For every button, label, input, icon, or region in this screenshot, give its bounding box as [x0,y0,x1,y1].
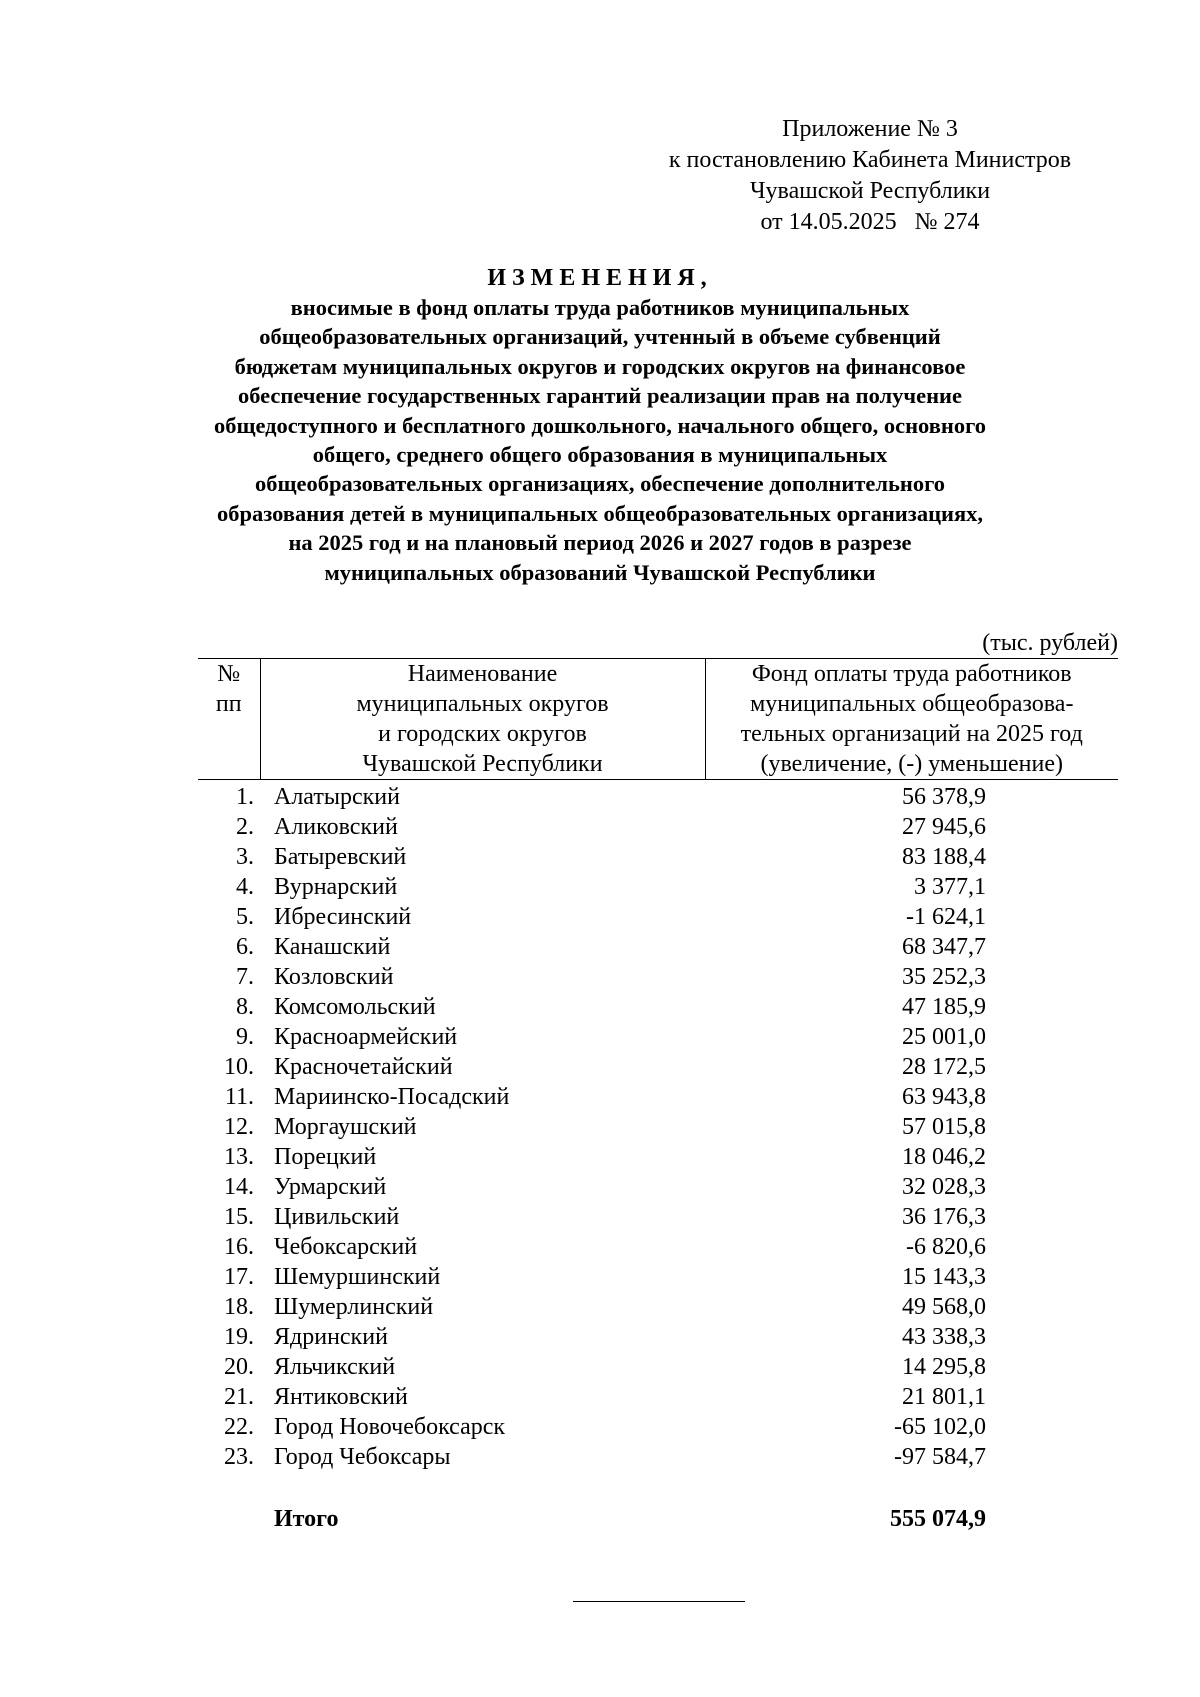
row-value: 83 188,4 [902,844,986,870]
row-value: 63 943,8 [902,1084,986,1110]
row-municipality: Город Чебоксары [274,1444,451,1470]
row-number: 7. [236,964,254,990]
appendix-block [640,114,1100,238]
row-value: 25 001,0 [902,1024,986,1050]
row-value: 56 378,9 [902,784,986,810]
document-title: ИЗМЕНЕНИЯ, [487,265,713,291]
subtitle-line: на 2025 год и на плановый период 2026 и 2027 годов в разрезе [288,530,912,556]
row-number: 16. [224,1234,254,1260]
row-municipality: Козловский [274,964,394,990]
row-municipality: Красночетайский [274,1054,453,1080]
table-row [198,962,1118,992]
table-row [198,1352,1118,1382]
header-line: и городских округов [378,721,587,747]
subtitle-line: муниципальных образований Чувашской Республики [324,559,876,585]
row-municipality: Шумерлинский [274,1294,434,1320]
row-municipality: Порецкий [274,1144,377,1170]
row-municipality: Ядринский [274,1324,388,1350]
row-municipality: Город Новочебоксарск [274,1414,506,1440]
table-row [198,780,1118,813]
row-value: 43 338,3 [902,1324,986,1350]
row-number: 20. [224,1354,254,1380]
table-row [198,812,1118,842]
row-number: 14. [224,1174,254,1200]
row-number: 6. [236,934,254,960]
row-value: 49 568,0 [902,1294,986,1320]
table-row [198,842,1118,872]
total-row [198,1472,1118,1534]
appendix-date-number: от 14.05.2025 № 274 [760,209,980,235]
row-municipality: Вурнарский [274,874,398,900]
row-number: 17. [224,1264,254,1290]
units-label: (тыс. рублей) [982,630,1118,656]
row-number: 15. [224,1204,254,1230]
table-body [198,780,1118,1535]
row-value: -65 102,0 [894,1414,986,1440]
row-number: 3. [236,844,254,870]
table-row [198,1172,1118,1202]
table-row [198,992,1118,1022]
row-municipality: Урмарский [274,1174,387,1200]
header-line: (увеличение, (-) уменьшение) [760,751,1063,777]
row-number: 22. [224,1414,254,1440]
row-value: 15 143,3 [902,1264,986,1290]
row-value: 18 046,2 [902,1144,986,1170]
subtitle-line: общедоступного и бесплатного дошкольного, начального общего, основного [213,412,987,438]
row-municipality: Шемуршинский [274,1264,441,1290]
budget-table [198,658,1118,1534]
header-line: тельных организаций на 2025 год [740,721,1083,747]
header-line: № [217,661,241,687]
table-row [198,1292,1118,1322]
row-value: 3 377,1 [914,874,986,900]
table-row [198,1322,1118,1352]
row-municipality: Янтиковский [274,1384,408,1410]
row-number: 21. [224,1384,254,1410]
row-municipality: Батыревский [274,844,407,870]
row-municipality: Канашский [274,934,391,960]
subtitle-line: общего, среднего общего образования в муниципальных [312,442,888,468]
row-value: 21 801,1 [902,1384,986,1410]
row-municipality: Комсомольский [274,994,436,1020]
row-number: 11. [224,1084,254,1110]
row-municipality: Чебоксарский [274,1234,418,1260]
row-municipality: Красноармейский [274,1024,458,1050]
header-line: пп [215,691,242,717]
appendix-number: Приложение № 3 [782,116,958,142]
row-value: 47 185,9 [902,994,986,1020]
row-value: 35 252,3 [902,964,986,990]
row-number: 12. [224,1114,254,1140]
header-line: Фонд оплаты труда работников [751,661,1072,687]
header-line: муниципальных округов [356,691,609,717]
row-number: 23. [224,1444,254,1470]
total-label: Итого [274,1506,339,1532]
table-row [198,932,1118,962]
subtitle-line: вносимые в фонд оплаты труда работников муниципальных [290,295,910,320]
table-row [198,1442,1118,1472]
row-municipality: Алатырский [274,784,400,810]
row-municipality: Цивильский [274,1204,400,1230]
row-municipality: Яльчикский [274,1354,396,1380]
row-municipality: Моргаушский [274,1114,417,1140]
row-number: 19. [224,1324,254,1350]
row-number: 13. [224,1144,254,1170]
subtitle-line: образования детей в муниципальных общеобразовательных организациях, [216,500,984,526]
row-value: 32 028,3 [902,1174,986,1200]
row-value: 57 015,8 [902,1114,986,1140]
row-value: 27 945,6 [902,814,986,840]
table-row [198,1412,1118,1442]
row-value: 14 295,8 [902,1354,986,1380]
row-municipality: Ибресинский [274,904,412,930]
row-number: 10. [224,1054,254,1080]
header-payroll-fund [705,659,1118,780]
row-value: -1 624,1 [906,904,986,930]
subtitle-line: обеспечение государственных гарантий реализации прав на получение [237,383,963,409]
row-number: 5. [236,904,254,930]
subtitle-line: общеобразовательных организациях, обеспечение дополнительного [254,471,946,497]
table-row [198,1022,1118,1052]
table-row [198,1142,1118,1172]
table-row [198,1052,1118,1082]
subtitle-line: общеобразовательных организаций, учтенный в объеме субвенций [259,324,941,350]
table-row [198,902,1118,932]
table-header-row [198,659,1118,780]
header-municipality [260,659,705,780]
table-row [198,1202,1118,1232]
appendix-republic: Чувашской Республики [749,178,991,204]
header-line: Чувашской Республики [362,751,603,777]
row-number: 18. [224,1294,254,1320]
row-number: 9. [236,1024,254,1050]
appendix-resolution: к постановлению Кабинета Министров [668,147,1072,173]
row-value: 28 172,5 [902,1054,986,1080]
table-row [198,872,1118,902]
row-number: 2. [236,814,254,840]
row-number: 8. [236,994,254,1020]
total-empty-cell [198,1472,260,1534]
row-value: 68 347,7 [902,934,986,960]
header-line: муниципальных общеобразова- [750,691,1074,717]
total-value: 555 074,9 [890,1506,986,1532]
table-row [198,1382,1118,1412]
row-value: -97 584,7 [894,1444,986,1470]
table-row [198,1112,1118,1142]
row-municipality: Мариинско-Посадский [274,1084,510,1110]
row-number: 4. [236,874,254,900]
row-municipality: Аликовский [274,814,398,840]
table-row [198,1262,1118,1292]
table-row [198,1232,1118,1262]
row-number: 1. [236,784,254,810]
document-subtitle [150,293,1050,587]
header-line: Наименование [407,661,558,687]
header-number [198,659,260,780]
footer-divider [573,1601,745,1602]
row-value: -6 820,6 [906,1234,986,1260]
table-row [198,1082,1118,1112]
row-value: 36 176,3 [902,1204,986,1230]
subtitle-line: бюджетам муниципальных округов и городских округов на финансовое [234,353,966,379]
